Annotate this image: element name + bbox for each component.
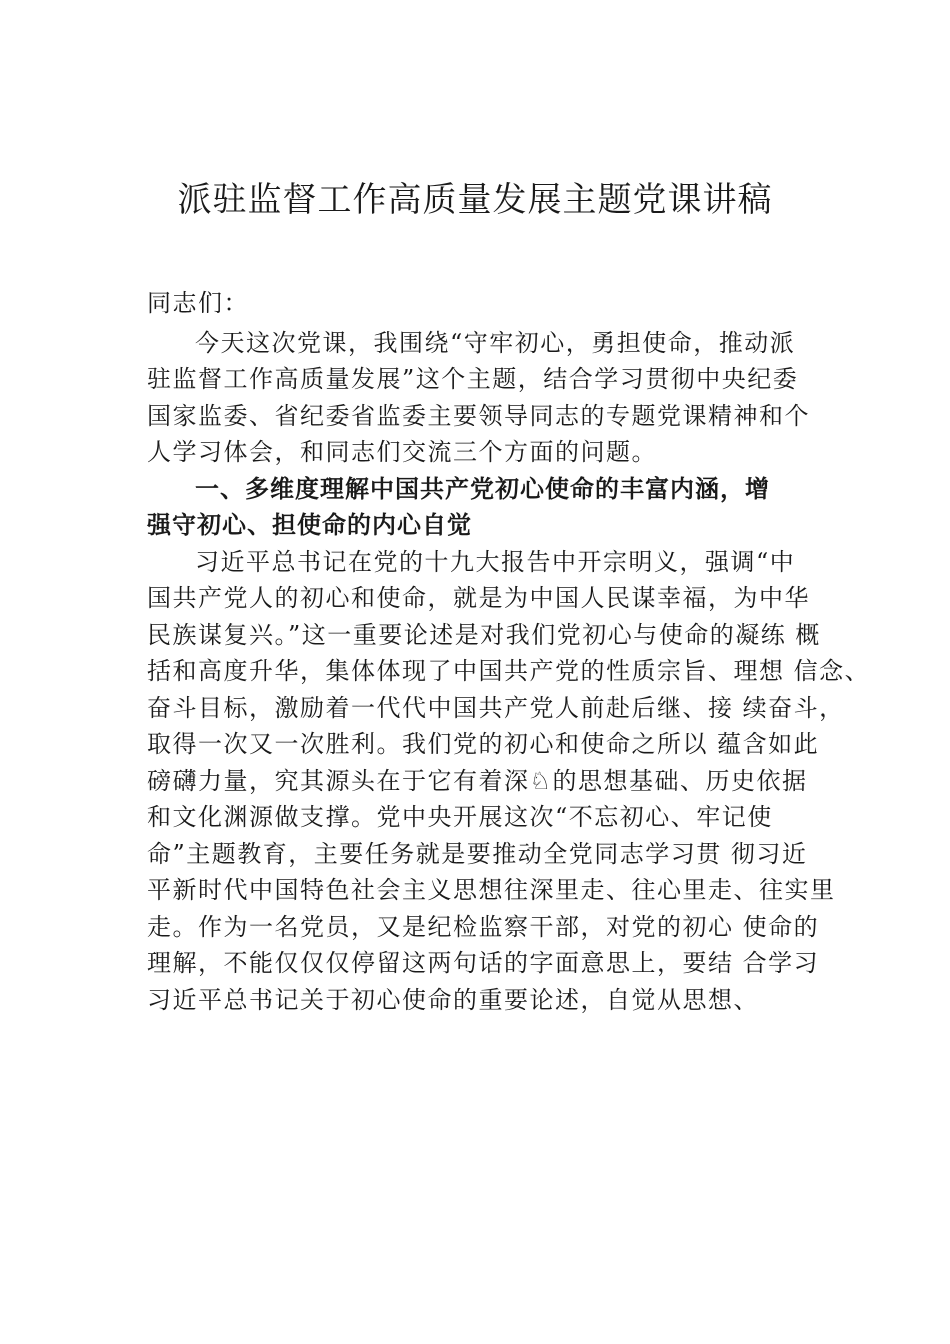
section1-heading-line: 一、多维度理解中国共产党初心使命的丰富内涵，增 — [195, 474, 770, 503]
section1-heading — [147, 471, 867, 544]
section1-line: 和文化渊源做支撑。党中央开展这次“不忘初心、牢记使 — [147, 803, 773, 831]
section1-line: 平新时代中国特色社会主义思想往深里走、往心里走、往实里 — [147, 876, 836, 904]
document-title: 派驻监督工作高质量发展主题党课讲稿 — [177, 180, 773, 220]
intro-line: 人学习体会，和同志们交流三个方面的问题。 — [147, 438, 657, 466]
intro-line: 今天这次党课，我围绕“守牢初心，勇担使命，推动派 — [195, 328, 796, 357]
section1-line: 习近平总书记在党的十九大报告中开宗明义，强调“中 — [195, 547, 796, 576]
section1-line: 命”主题教育，主要任务就是要推动全党同志学习贯 彻习近 — [147, 839, 808, 868]
section1-line: 理解，不能仅仅仅停留这两句话的字面意思上，要结 合学习 — [147, 949, 820, 977]
section1-line: 走。作为一名党员，又是纪检监察干部，对党的初心 使命的 — [147, 912, 820, 941]
greeting: 同志们： — [147, 289, 249, 317]
intro-line: 国家监委、省纪委省监委主要领导同志的专题党课精神和个 — [147, 401, 810, 430]
section1-paragraph — [147, 544, 871, 1019]
intro-line: 驻监督工作高质量发展”这个主题，结合学习贯彻中央纪委 — [147, 365, 799, 393]
section1-line: 奋斗目标，激励着一代代中国共产党人前赴后继、接 续奋斗， — [147, 693, 845, 722]
section1-line: 括和高度升华，集体体现了中国共产党的性质宗旨、理想 信念、 — [147, 657, 871, 685]
section1-line: 取得一次又一次胜利。我们党的初心和使命之所以 蕴含如此 — [147, 730, 820, 758]
document-body — [147, 285, 871, 1018]
intro-paragraph — [147, 325, 867, 471]
section1-line: 磅礴力量，究其源头在于它有着深♘的思想基础、历史依据 — [147, 766, 808, 795]
section1-line: 国共产党人的初心和使命，就是为中国人民谋幸福，为中华 — [147, 584, 810, 612]
section1-line: 习近平总书记关于初心使命的重要论述，自觉从思想、 — [147, 985, 759, 1014]
section1-heading-line: 强守初心、担使命的内心自觉 — [147, 511, 472, 539]
section1-line: 民族谋复兴。”这一重要论述是对我们党初心与使命的凝练 概 — [147, 620, 821, 649]
